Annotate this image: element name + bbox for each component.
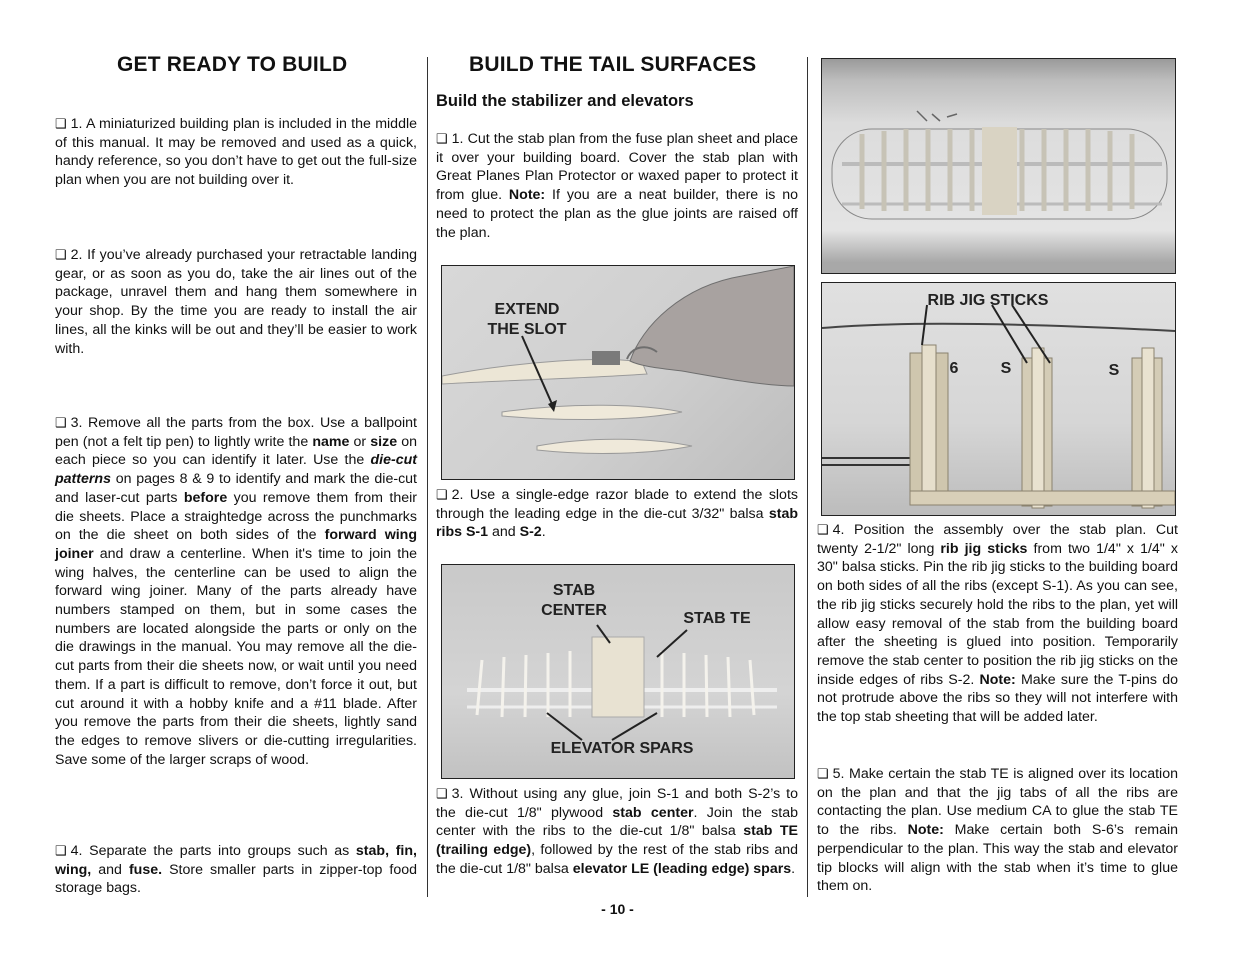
checkbox-icon[interactable]: ❑ <box>436 131 448 146</box>
label-stab-te: STAB TE <box>683 610 751 627</box>
rib-mark-s: S <box>1000 360 1012 377</box>
photo-extend-slot-drawing <box>442 266 794 479</box>
rib-mark-6: 6 <box>949 360 959 377</box>
tail-step-3-paragraph: ❑ 3. Without using any glue, join S-1 and both S-2’s to the die-cut 1/8" plywood stab center. Join the stab center with the ribs to the die-cut 1/8" balsa stab TE (trailing edge), followed by the rest of the stab ribs and the die-cut 1/8" balsa elevator LE (leading edge) spars. <box>436 786 798 877</box>
column-divider-left <box>427 57 428 897</box>
subheading-stabilizer: Build the stabilizer and elevators <box>436 92 694 110</box>
photo-stab-on-plan-drawing <box>822 59 1175 273</box>
tail-step-5-paragraph: ❑ 5. Make certain the stab TE is aligned over its location on the plan and that the jig tabs of all the ribs are contacting the plan. Use medium CA to glue the stab TE to the ribs. Note: Make certain both S-6’s remain perpendicular to the plan. This way the stab and elevator tip blocks will align with the stab when it’s time to glue them on. <box>817 766 1179 895</box>
heading-get-ready: GET READY TO BUILD <box>117 53 348 76</box>
tail-step-4-paragraph: ❑ 4. Position the assembly over the stab plan. Cut twenty 2-1/2" long rib jig sticks from two 1/4" x 1/4" x 30" balsa sticks. Pin the rib jig sticks to the building board on both sides of all the ribs (except S-1). As you can see, the rib jig sticks securely hold the ribs to the plan, yet will allow easy removal of the stab from the building board after the sheeting is glued into position. Temporarily remove the stab center to position the rib jig sticks on the inside edges of ribs S-2. Note: Make sure the T-pins do not protrude above the ribs so they will not interfere with the top stab sheeting that will be added later. <box>817 522 1179 726</box>
checkbox-icon[interactable]: ❑ <box>436 786 448 801</box>
label-extend-slot: EXTEND THE SLOT <box>487 301 567 338</box>
photo-stab-on-plan <box>821 58 1176 274</box>
photo-rib-jig-sticks-drawing <box>822 283 1175 515</box>
label-elevator-spars: ELEVATOR SPARS <box>550 740 694 757</box>
rib-mark-s: S <box>1108 362 1120 379</box>
step-3-paragraph: ❑ 3. Remove all the parts from the box. Use a ballpoint pen (not a felt tip pen) to lightly write the name or size on each piece so you can identify it later. Use the die-cut patterns on pages 8 & 9 to identify and mark the die-cut and laser-cut parts before you remove them from their die sheets. Place a straightedge across the punchmarks on the die sheet on both sides of the forward wing joiner and draw a centerline. When it's time to join the wing halves, the centerline can be used to align the forward wing joiner. Many of the parts already have numbers stamped on them, but in some cases the numbers are located alongside the parts or only on the die drawings in the manual. You may remove all the die-cut parts from their die sheets now, or wait until you need them. If a part is difficult to remove, don’t force it out, but cut around it with a hobby knife and a #11 blade. After you remove the parts from their die sheets, lightly sand the edges to remove slivers or die-cutting irregularities. Save some of the larger scraps of wood. <box>55 415 418 768</box>
label-stab-center: STAB CENTER <box>541 582 607 619</box>
checkbox-icon[interactable]: ❑ <box>817 522 829 537</box>
label-rib-jig-sticks: RIB JIG STICKS <box>927 292 1049 309</box>
checkbox-icon[interactable]: ❑ <box>55 843 67 858</box>
heading-build-tail: BUILD THE TAIL SURFACES <box>469 53 757 76</box>
photo-rib-jig-sticks <box>821 282 1176 516</box>
step-4-paragraph: ❑ 4. Separate the parts into groups such as stab, fin, wing, and fuse. Store smaller parts in zipper-top food storage bags. <box>55 843 417 897</box>
checkbox-icon[interactable]: ❑ <box>55 116 67 131</box>
tail-step-1-paragraph: ❑ 1. Cut the stab plan from the fuse plan sheet and place it over your building board. Cover the stab plan with Great Planes Plan Protector or waxed paper to protect it from glue. Note: If you are a neat builder, there is no need to protect the plan as the glue joints are raised off the plan. <box>436 131 798 241</box>
checkbox-icon[interactable]: ❑ <box>55 415 67 430</box>
photo-extend-slot <box>441 265 795 480</box>
photo-stab-assembly <box>441 564 795 779</box>
checkbox-icon[interactable]: ❑ <box>817 766 829 781</box>
page-number: - 10 - <box>601 901 634 917</box>
checkbox-icon[interactable]: ❑ <box>436 487 448 502</box>
tail-step-2-paragraph: ❑ 2. Use a single-edge razor blade to extend the slots through the leading edge in the die-cut 3/32" balsa stab ribs S-1 and S-2. <box>436 487 798 541</box>
step-1-paragraph: ❑ 1. A miniaturized building plan is included in the middle of this manual. It may be removed and used as a quick, handy reference, so you don’t have to get out the full-size plan when you are not building over it. <box>55 116 417 189</box>
step-2-paragraph: ❑ 2. If you’ve already purchased your retractable landing gear, or as soon as you do, take the air lines out of the package, unravel them and hang them somewhere in your shop. By the time you are ready to install the air lines, all the kinks will be out and they’ll be easier to work with. <box>55 247 417 357</box>
column-divider-right <box>807 57 808 897</box>
checkbox-icon[interactable]: ❑ <box>55 247 67 262</box>
